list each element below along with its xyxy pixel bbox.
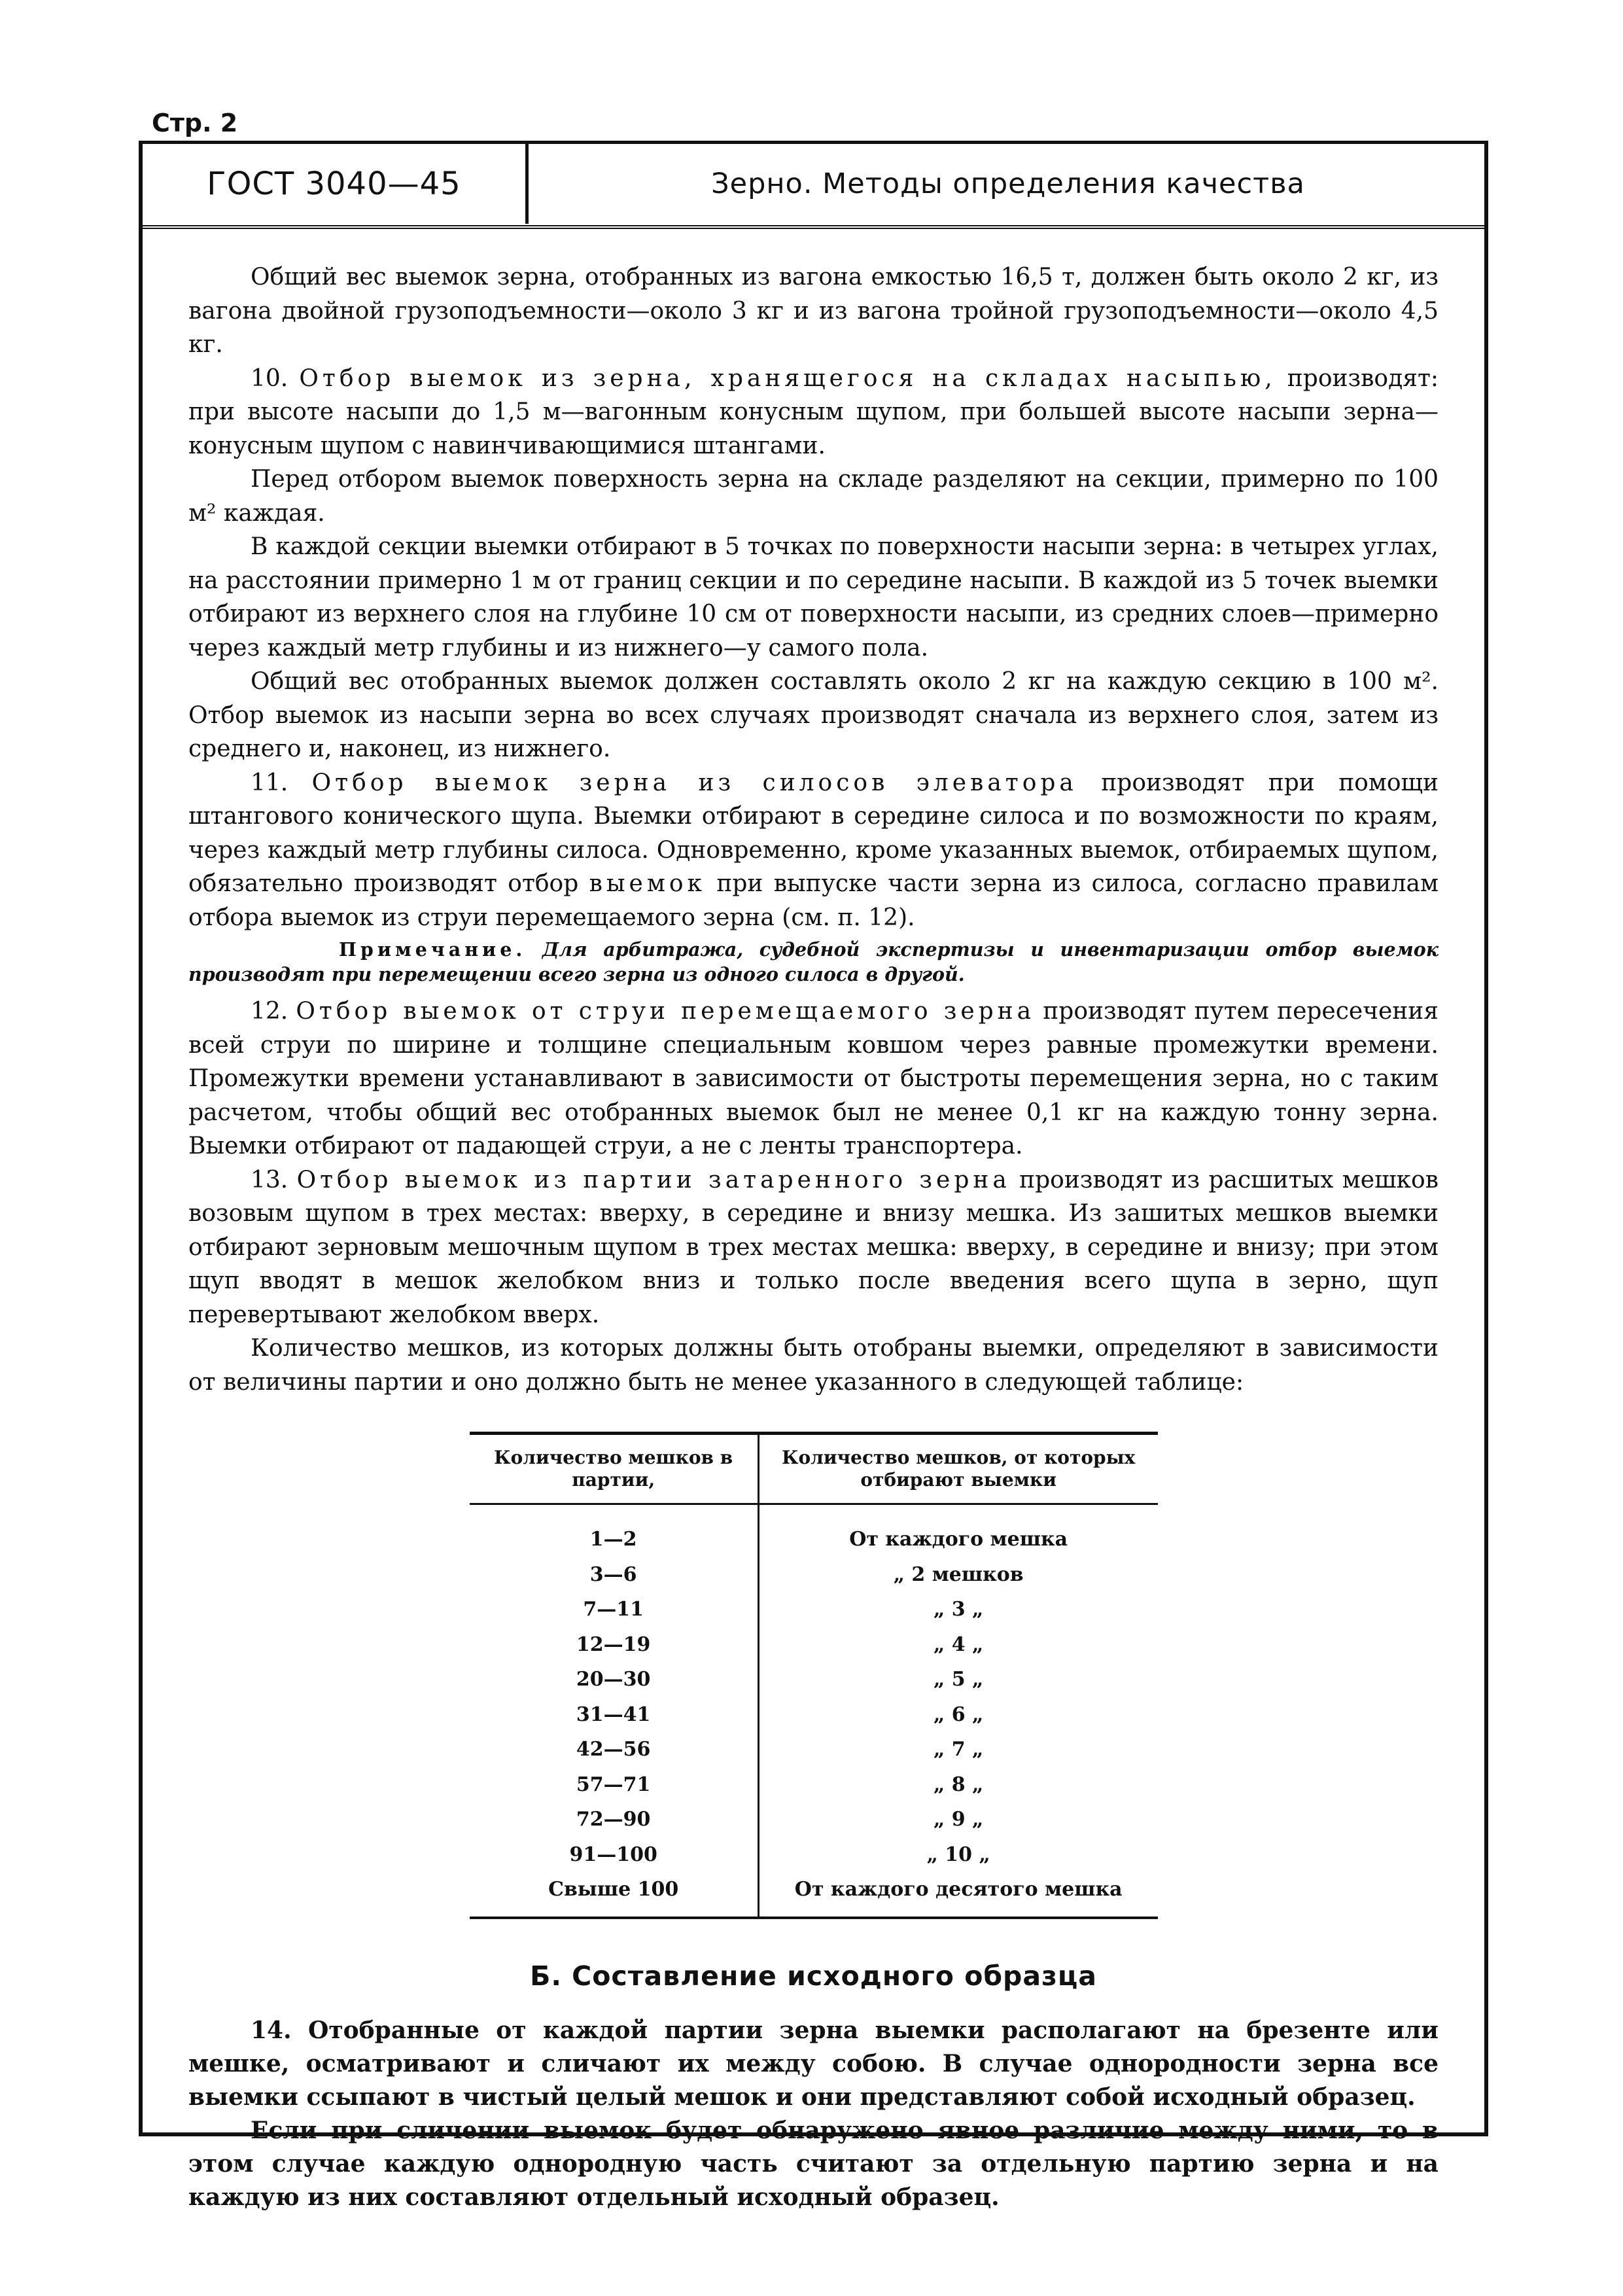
paragraph-13-text: производят из расшитых мешков возовым щупом в трех местах: вверху, в середине и внизу мешка. Из зашитых мешков выемки отбирают зерновым мешочным щупом в трех местах мешка: вверху, в середине и внизу; при этом щуп вводят в мешок желобком вниз и только после введения всего щупа в зерно, щуп перевертывают желобком вверх. <box>188 1166 1439 1328</box>
header-divider <box>143 225 1484 232</box>
lot-size-cell: 1—2 <box>470 1504 759 1557</box>
sample-count-cell: „ 4 „ <box>934 1633 984 1656</box>
lot-size-cell: 3—6 <box>470 1557 759 1593</box>
paragraph-14-continued: Если при сличении выемок будет обнаружено явное различие между ними, то в этом случае каждую однородную часть считают за отдельную партию зерна и на каждую из них составляют отдельный исходный образец. <box>188 2117 1439 2211</box>
sample-count-cell: „ 10 „ <box>926 1843 990 1866</box>
lot-size-cell: 72—90 <box>470 1802 759 1837</box>
section-b-title: Б. Составление исходного образца <box>530 1960 1097 1992</box>
lot-size-cell: 12—19 <box>470 1627 759 1663</box>
lot-size-cell: 20—30 <box>470 1662 759 1697</box>
table-header-row <box>470 1434 1158 1504</box>
paragraph-10-heading: Отбор выемок из зерна, хранящегося на складах насыпью, <box>299 364 1276 392</box>
lot-size-cell: 91—100 <box>470 1837 759 1873</box>
page-frame <box>139 141 1488 2211</box>
paragraph-14: 14. Отобранные от каждой партии зерна выемки располагают на брезенте или мешке, осматривают и сличают их между собою. В случае однородности зерна все выемки ссыпают в чистый целый мешок и они представляют собой исходный образец. <box>188 2017 1439 2111</box>
note-label: Примечание. <box>339 938 527 961</box>
paragraph-13-number: 13. <box>251 1166 288 1193</box>
standard-number: ГОСТ 3040—45 <box>143 144 529 224</box>
paragraph-13-count: Количество мешков, из которых должны быть отобраны выемки, определяют в зависимости от величины партии и оно должно быть не менее указанного в следующей таблице: <box>188 1335 1439 1396</box>
table-row <box>470 1662 1158 1697</box>
paragraph-10-number: 10. <box>251 364 288 392</box>
paragraph-12-number: 12. <box>251 998 288 1025</box>
table-row <box>470 1732 1158 1767</box>
sample-count-cell: „ 5 „ <box>934 1668 984 1691</box>
paragraph-11 <box>188 766 1439 935</box>
lot-size-cell: 42—56 <box>470 1732 759 1767</box>
table-row <box>470 1557 1158 1593</box>
sample-count-cell: „ 2 мешков <box>893 1563 1024 1586</box>
paragraph-10-total: Общий вес отобранных выемок должен составлять около 2 кг на каждую секцию в 100 м². Отбор выемок из насыпи зерна во всех случаях производят сначала из верхнего слоя, затем из среднего и, наконец, из нижнего. <box>188 668 1439 762</box>
column-header-lot: Количество мешков в партии, <box>470 1434 759 1504</box>
table-row <box>470 1697 1158 1733</box>
sample-count-cell: От каждого десятого мешка <box>758 1872 1157 1918</box>
table-row <box>470 1767 1158 1803</box>
table-row <box>470 1837 1158 1873</box>
table-row <box>470 1592 1158 1627</box>
paragraph-12 <box>188 995 1439 1163</box>
table-row <box>470 1872 1158 1918</box>
table-row <box>470 1627 1158 1663</box>
sampling-table <box>470 1432 1158 1919</box>
paragraph-10 <box>188 362 1439 463</box>
paragraph-11-text: производят при помощи штангового конического щупа. Выемки отбирают в середине силоса и по возможности по краям, через каждый метр глубины силоса. Одновременно, кроме указанных выемок, отбираемых щупом, обязательно производят отбор <box>188 769 1439 897</box>
paragraph-13 <box>188 1163 1439 1332</box>
document-title: Зерно. Методы определения качества <box>711 168 1305 200</box>
sample-count-cell: „ 7 „ <box>934 1738 984 1761</box>
paragraph-12-text: производят путем пересечения всей струи по ширине и толщине специальным ковшом через равные промежутки времени. Промежутки времени устанавливают в зависимости от быстроты перемещения зерна, но с таким расчетом, чтобы общий вес отобранных выемок был не менее 0,1 кг на каждую тонну зерна. Выемки отбирают от падающей струи, а не с ленты транспортера. <box>188 998 1439 1159</box>
table-row <box>470 1504 1158 1557</box>
paragraph-10-text: производят: при высоте насыпи до 1,5 м—вагонным конусным щупом, при большей высоте насыпи зерна—конусным щупом с навинчивающимися штангами. <box>188 364 1439 459</box>
lot-size-cell: 31—41 <box>470 1697 759 1733</box>
sample-count-cell: От каждого мешка <box>849 1528 1068 1551</box>
document-header <box>143 144 1484 224</box>
paragraph-wagon-weight: Общий вес выемок зерна, отобранных из вагона емкостью 16,5 т, должен быть около 2 кг, из вагона двойной грузоподъемности—около 3 кг и из вагона тройной грузоподъемности—около 4,5 кг. <box>188 264 1439 358</box>
paragraph-10-points: В каждой секции выемки отбирают в 5 точках по поверхности насыпи зерна: в четырех углах, на расстоянии примерно 1 м от границ секции и по середине насыпи. В каждой из 5 точек выемки отбирают из верхнего слоя на глубине 10 см от поверхности насыпи, из средних слоев—примерно через каждый метр глубины и из нижнего—у самого пола. <box>188 533 1439 662</box>
sample-count-cell: „ 3 „ <box>934 1598 984 1621</box>
lot-size-cell: 57—71 <box>470 1767 759 1803</box>
sample-count-cell: „ 6 „ <box>934 1703 984 1726</box>
paragraph-12-heading: Отбор выемок от струи перемещаемого зерна <box>296 998 1036 1025</box>
paragraph-13-heading: Отбор выемок из партии затаренного зерна <box>296 1166 1011 1193</box>
page-number: Стр. 2 <box>152 109 238 137</box>
paragraph-11-spaced-word: выемок <box>589 870 707 897</box>
paragraph-11-number: 11. <box>251 769 288 796</box>
paragraph-10-sections: Перед отбором выемок поверхность зерна на складе разделяют на секции, примерно по 100 м² каждая. <box>188 466 1439 527</box>
note-text: Для арбитража, судебной экспертизы и инвентаризации отбор выемок производят при перемещении всего зерна из одного силоса в другой. <box>188 938 1439 985</box>
lot-size-cell: 7—11 <box>470 1592 759 1627</box>
table-row <box>470 1802 1158 1837</box>
document-body <box>188 260 1439 2214</box>
sample-count-cell: „ 9 „ <box>934 1808 984 1831</box>
column-header-sample: Количество мешков, от которых отбирают выемки <box>758 1434 1157 1504</box>
sample-count-cell: „ 8 „ <box>934 1773 984 1796</box>
sampling-table-wrapper <box>470 1432 1158 1919</box>
paragraph-11-heading: Отбор выемок зерна из силосов элеватора <box>311 769 1077 796</box>
section-b-body <box>188 2014 1439 2214</box>
paragraph-11-text-2: при выпуске части зерна из силоса, согласно правилам отбора выемок из струи перемещаемого зерна (см. п. 12). <box>188 870 1439 931</box>
lot-size-cell: Свыше 100 <box>470 1872 759 1918</box>
note <box>188 937 1439 987</box>
